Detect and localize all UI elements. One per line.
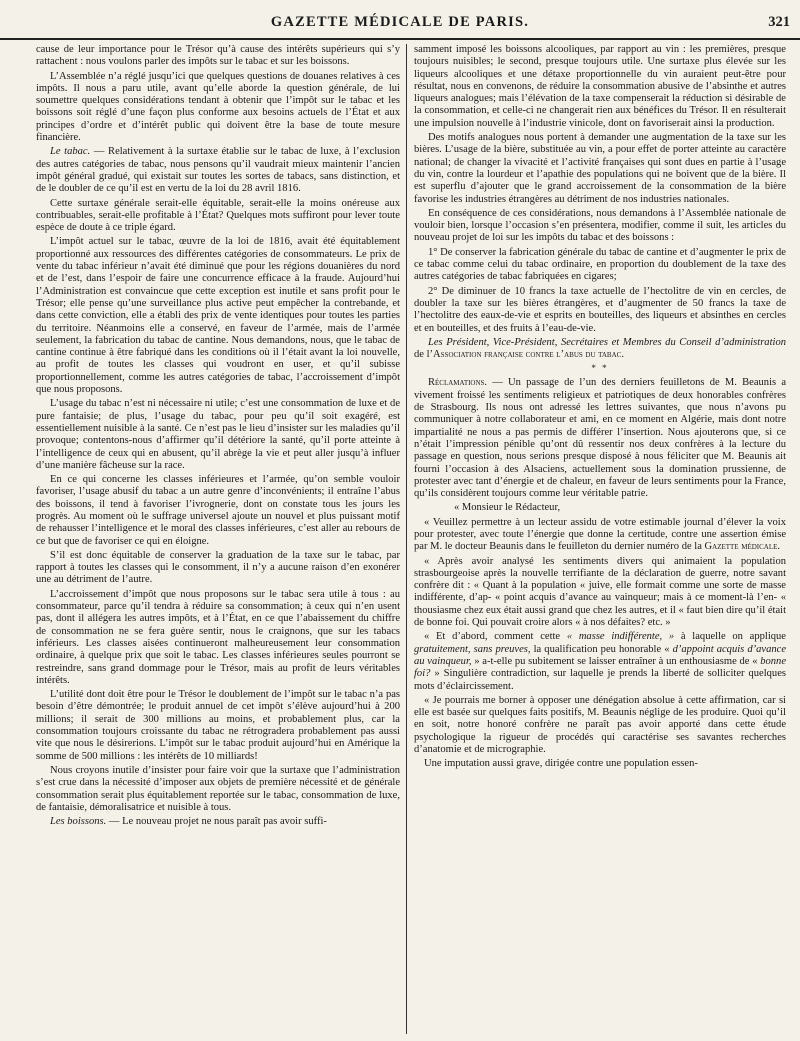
letter-paragraph: « Je pourrais me borner à opposer une dénégation absolue à cette affirmation, car si elle est basée sur quelques faits positifs, M. Beaunis néglige de les produire. Quoi qu’il en soit, notre honoré confrère ne paraît pas avoir apporté dans cette étude psychologique la rigueur de procédés qui caractérise ses savantes recherches d’anatomie et de micrographie.	[414, 694, 786, 756]
section-heading-tabac: Le tabac.	[50, 146, 91, 158]
letter-paragraph	[414, 517, 786, 554]
paragraph: L’utilité dont doit être pour le Trésor le doublement de l’impôt sur le tabac n’a pas besoin d’être démontrée; le produit annuel de cet impôt s’élève aujourd’hui à 200 millions; il serait de 300 millions au moins, et probablement plus, car la consommation toujours croissante du tabac ne rétrogradera probablement pas aussi vite que nous le désirerions. L’impôt sur le tabac produit aujourd’hui en Amérique la somme de 500 millions : les intérêts de 10 milliards!	[36, 689, 400, 762]
paragraph-text: — Relativement à la surtaxe établie sur le tabac de luxe, à l’exclusion des autres catégories de tabac, nous pensons qu’il vaudrait mieux maintenir l’ancien impôt général gradué, qui existait sur toutes les sortes de tabacs, sans distinction, et de le doubler de ce qu’il est en vertu de la loi du 28 avril 1816.	[36, 146, 400, 195]
signature	[414, 337, 786, 362]
column-rule	[406, 44, 407, 1034]
paragraph: L’impôt actuel sur le tabac, œuvre de la loi de 1816, avait été équitablement proportionné aux ressources des différentes catégories de consommateurs. Le prix de vente du tabac inférieur n’avait été diminué que pour les régions douanières du nord et de l’est, dans l’espoir de faire une concurrence efficace à la fraude. Aujourd’hui l’Administration est convaincue que cette exception est inutile et sans profit pour le Trésor; elle pense qu’une surveillance plus active peut empêcher la contrebande, et dans cette conviction, elle a établi des prix de vente identiques pour toutes les parties du territoire. Néanmoins elle a conservé, en faveur de l’armée, mais de l’armée seulement, la fabrication du tabac de cantine. Nous demandons, nous, que le tabac de cantine continue à être fabriqué dans les conditions où il l’était avant la loi nouvelle, au profit de toutes les classes qui voudront en user, et qu’il subisse proportionnellement, comme les autres catégories de tabac, l’accroissement d’impôt que nous proposons.	[36, 236, 400, 396]
list-item: 2° De diminuer de 10 francs la taxe actuelle de l’hectolitre de vin en cercles, de doubler la taxe sur les bières étrangères, et d’augmenter de 50 francs la taxe de l’hectolitre des eaux-de-vie et esprits en bouteilles, des liqueurs et absinthes en cercles et en bouteilles, et des fruits à l’eau-de-vie.	[414, 285, 786, 334]
signature-text: de l’	[414, 349, 434, 361]
page-header	[0, 0, 800, 40]
paragraph: Cette surtaxe générale serait-elle équitable, serait-elle la moins onéreuse aux contribuables, serait-elle profitable à l’État? Quelques mots suffiront pour lever toute espèce de doute à ce triple égard.	[36, 197, 400, 234]
signature-association: Association française contre l’abus du tabac.	[433, 349, 624, 361]
paragraph: En conséquence de ces considérations, nous demandons à l’Assemblée nationale de vouloir bien, lorsque l’occasion s’en présentera, modifier, comme il suit, les articles du nouveau projet de loi sur les impôts du tabac et des boissons :	[414, 207, 786, 244]
italic-phrase: gratuitement, sans preuves,	[414, 643, 531, 655]
paragraph-text: à laquelle on applique	[674, 631, 786, 643]
letter-paragraph	[414, 631, 786, 692]
letter-paragraph: « Après avoir analysé les sentiments divers qui animaient la population strasbourgeoise après la nouvelle terrifiante de la déclaration de guerre, notre savant confrère dit : « Quant à la population « juive, elle formait comme une sorte de masse indifférente, d’ap- « point acquis d’avance au vainqueur; mais à ce moment-là l’en- « thousiasme chez eux était aussi grand que chez les autres, et il « faut bien dire qu’il était de bonne foi. Qui pouvait croire alors « à nos défaites? etc. »	[414, 555, 786, 629]
paragraph-text: la qualification peu honorable «	[530, 643, 673, 655]
paragraph: Nous croyons inutile d’insister pour faire voir que la surtaxe que l’administration s’est crue dans la nécessité d’imposer aux objets de première nécessité et de générale consommation serait plus équitablement reportée sur le tabac, consommation de luxe, de fantaisie, démoralisatrice et nuisible à tous.	[36, 764, 400, 813]
italic-phrase: d’appoint acquis d’avance au vainqueur,	[414, 643, 786, 667]
paragraph-text: » Singulière contradiction, sur laquelle je prends la liberté de solliciter quelques mots d’éclaircissement.	[414, 668, 786, 692]
letter-salutation: « Monsieur le Rédacteur,	[454, 502, 561, 514]
italic-phrase: « masse indifférente, »	[566, 631, 675, 643]
paragraph: L’Assemblée n’a réglé jusqu’ici que quelques questions de douanes relatives à ces impôts. Il nous a paru utile, avant qu’elle aborde la question générale, de lui soumettre quelques considérations tendant à obtenir que l’impôt sur le tabac et les boissons soit réglé d’une façon plus conforme aux besoins actuels de l’État et aux principes d’ordre et d’intérêt public qui doivent être la base de toute mesure financière.	[36, 70, 400, 144]
paragraph-text: — Le nouveau projet ne nous paraît pas avoir suffi-	[106, 816, 327, 828]
list-item: 1° De conserver la fabrication générale du tabac de cantine et d’augmenter le prix de ce tabac comme celui du tabac ordinaire, en proportion du doublement de la taxe des autres catégories de tabac fabriquées en cigares;	[414, 246, 786, 283]
signature-text: Les Président, Vice-Président, Secrétaires et Membres du Conseil d’administration	[428, 336, 786, 348]
paragraph: Des motifs analogues nous portent à demander une augmentation de la taxe sur les bières. L’usage de la bière, substituée au vin, a pour effet de porter atteinte au caractère national; de changer la vivacité et l’activité françaises qui sont dues en partie à l’usage du vin, contre la lourdeur et l’apathie des populations qui ne boivent que de la bière. Il est superflu d’ajouter que le grand accroissement de la consommation de la bière favorise les industries étrangères au détriment de nos industries nationales.	[414, 132, 786, 205]
section-heading-reclamations: Réclamations.	[428, 377, 488, 389]
left-column	[36, 44, 400, 1034]
paragraph-text: « Veuillez permettre à un lecteur assidu de votre estimable journal d’élever la voix pour protester, avec toute l’énergie que donne la certitude, contre une assertion émise par M. le docteur Beaunis dans le feuilleton du dernier numéro de la	[414, 516, 786, 553]
paragraph: En ce qui concerne les classes inférieures et l’armée, qu’on semble vouloir favoriser, l’usage abusif du tabac a un autre genre d’inconvénients; il entraîne l’abus des boissons, il tend à favoriser l’ivrognerie, dont on constate tous les jours les progrès. Au moment où le suffrage universel ajoute un nouvel et plus puissant motif de rehausser l’intelligence et le moral des classes inférieures, c’est aller au rebours de ce but que de favoriser ce qui en éloigne.	[36, 474, 400, 547]
page-number: 321	[768, 14, 790, 30]
paragraph-text: — Un passage de l’un des derniers feuilletons de M. Beaunis a vivement froissé les sentiments religieux et patriotiques de deux honorables confrères de Strasbourg. Ils nous ont adressé les lettres suivantes, que nous n’avons pu communiquer à notre collaborateur et ami, en ce moment en Algérie, mais dont notre impartialité ne nous a pas permis de différer l’insertion. Nous ajouterons que, si ce n’était l’impression pénible qu’ont dû ressentir nos deux confrères à la lecture du passage en question, nous serions presque disposé à nous féliciter que M. Beaunis ait fourni l’occasion à des Alsaciens, actuellement sous la domination prussienne, de protester avec tant d’énergie et de chaleur, en faveur de leurs sentiments pour la France, qu’ils considèrent toujours comme leur véritable patrie.	[414, 377, 786, 500]
asterism: * *	[591, 363, 609, 374]
paragraph-boissons	[36, 816, 400, 828]
paragraph: S’il est donc équitable de conserver la graduation de la taxe sur le tabac, par rapport à toutes les classes qui le consomment, il n’y a aucune raison d’en exonérer une au détriment de l’autre.	[36, 549, 400, 586]
section-heading-boissons: Les boissons.	[50, 816, 107, 828]
right-column	[414, 44, 786, 1034]
journal-name: Gazette médicale.	[704, 541, 781, 553]
italic-phrase: bonne foi?	[414, 655, 786, 680]
paragraph: L’accroissement d’impôt que nous proposons sur le tabac sera utile à tous : au consommateur, parce qu’il tendra à réduire sa consommation; à ceux qui n’en usent pas, dont il allégera les autres impôts, et à l’État, en ce que l’abaissement du chiffre de consommation ne se fera guère sentir, nous le craignons, que sur les tabacs inférieurs. Les classes aisées continueront malheureusement leur consommation ordinaire, à quelque prix que soit le tabac. Les classes inférieures seules pourront se restreindre, sans grand dommage pour le Trésor, mais au profit de leurs véritables intérêts.	[36, 588, 400, 686]
paragraph-text: « Et d’abord, comment cette	[424, 631, 567, 643]
paragraph: L’usage du tabac n’est ni nécessaire ni utile; c’est une consommation de luxe et de pure fantaisie; de plus, l’usage du tabac, pour peu qu’il soit exagéré, est essentiellement nuisible à la santé. Ce n’est pas le lieu d’insister sur les maladies qu’il provoque; contentons-nous d’affirmer qu’il détériore la santé, qu’il porte atteinte à l’intelligence de ceux qui en abusent, qu’il abrège la vie et peut aller jusqu’à influer d’une manière fâcheuse sur la race.	[36, 398, 400, 471]
running-head: GAZETTE MÉDICALE DE PARIS.	[270, 14, 530, 30]
paragraph: cause de leur importance pour le Trésor qu’à cause des intérêts supérieurs qui s’y rattachent : nous voulons parler des impôts sur le tabac et sur les boissons.	[36, 44, 400, 68]
paragraph-text: » a-t-elle pu subitement se laisser entraîner à un enthousiasme de «	[471, 655, 761, 667]
letter-paragraph: Une imputation aussi grave, dirigée contre une population essen-	[424, 758, 698, 770]
paragraph-tabac	[36, 146, 400, 195]
paragraph-reclamations	[414, 377, 786, 500]
paragraph: samment imposé les boissons alcooliques, par rapport au vin : les premières, presque toujours nuisibles; le second, presque toujours utile. Une surtaxe plus élevée sur les liqueurs alcooliques et une détaxe proportionnelle du vin auraient peut-être pour résultat, nous en convenons, de réduire la consommation abusive de l’absinthe et autres liqueurs analogues; mais l’élévation de la taxe compenserait la réduction si désirable de la consommation, et celle-ci ne changerait rien aux bénéfices du Trésor. Il en résulterait une impulsion nouvelle à l’industrie vinicole, dont on favoriserait ainsi la production.	[414, 44, 786, 129]
